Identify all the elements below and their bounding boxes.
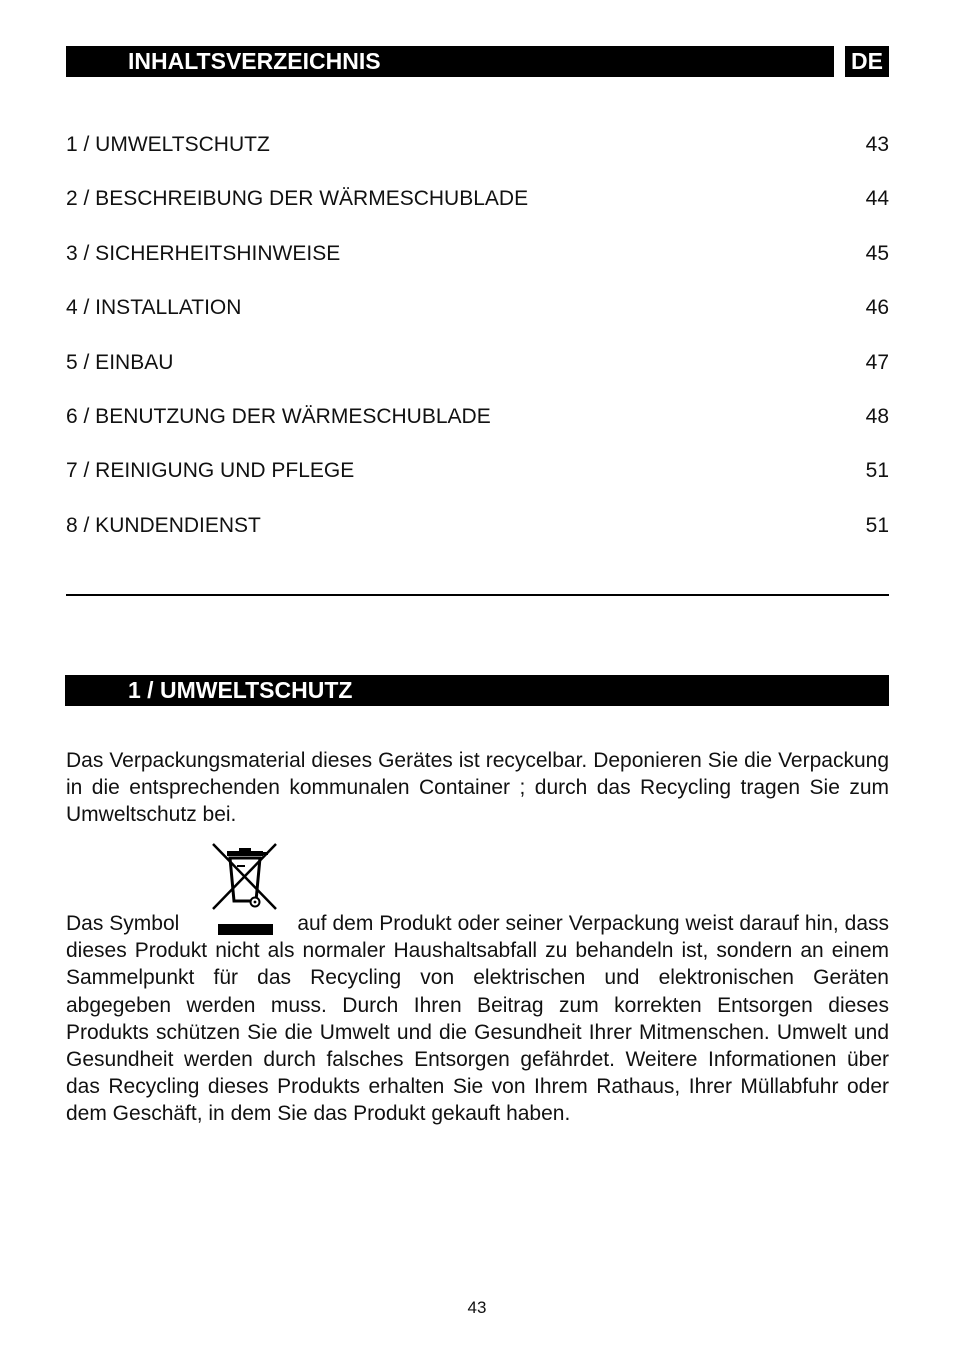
toc-entry[interactable]: [66, 182, 889, 236]
page-number: 43: [467, 1298, 487, 1317]
weee-paragraph: [66, 910, 889, 1128]
toc-entry-label: 7 / REINIGUNG UND PFLEGE: [66, 459, 355, 483]
toc-entry-label: 5 / EINBAU: [66, 350, 174, 374]
language-badge: DE: [845, 46, 889, 77]
toc-entry[interactable]: [66, 237, 889, 291]
toc-entry[interactable]: [66, 509, 889, 563]
toc-entry-page: 47: [865, 350, 889, 374]
toc-entry-page: 44: [865, 187, 889, 211]
toc-entry-page: 51: [865, 459, 889, 483]
toc-entry-page: 46: [865, 296, 889, 320]
toc-entry-label: 3 / SICHERHEITSHINWEISE: [66, 241, 341, 265]
toc-entry[interactable]: [66, 400, 889, 454]
toc-entry[interactable]: [66, 346, 889, 400]
section-title: 1 / UMWELTSCHUTZ: [128, 677, 353, 703]
toc-entry-page: 45: [865, 241, 889, 265]
toc-entry-page: 43: [865, 133, 889, 156]
toc-entry-label: 8 / KUNDENDIENST: [66, 513, 261, 537]
weee-paragraph-rest: auf dem Produkt oder seiner Verpackung weist darauf hin, dass dieses Produkt nicht als normaler Haushaltsabfall zu behandeln ist, sondern an einem Sammelpunkt für das Recycling von elektrischen und elektronischen Geräten abgegeben werden muss. Durch Ihren Beitrag zum korrekten Entsorgen dieses Produkts schützen Sie die Umwelt und die Gesundheit Ihrer Mitmenschen. Umwelt und Gesundheit werden durch falsches Entsorgen gefährdet. Weitere Informationen über das Recycling dieses Produkts erhalten Sie von Ihrem Rathaus, Ihrer Müllabfuhr oder dem Geschäft, in dem Sie das Produkt gekauft haben.: [66, 912, 890, 1126]
toc-entry-label: 4 / INSTALLATION: [66, 296, 242, 320]
toc-entry[interactable]: [66, 128, 889, 182]
toc-entry-page: 48: [865, 404, 889, 428]
toc-entry-label: 2 / BESCHREIBUNG DER WÄRMESCHUBLADE: [66, 187, 529, 211]
toc-entry-page: 51: [865, 513, 889, 537]
toc-header-bar: [66, 46, 834, 77]
packaging-paragraph: Das Verpackungsmaterial dieses Gerätes ist recycelbar. Deponieren Sie die Verpackung in die entsprechenden kommunalen Container ; durch das Recycling tragen Sie zum Umweltschutz bei.: [66, 749, 889, 827]
divider-line: [66, 594, 889, 596]
weee-paragraph-prefix: Das Symbol: [66, 912, 180, 935]
toc-entry[interactable]: [66, 291, 889, 345]
toc-entry-label: 6 / BENUTZUNG DER WÄRMESCHUBLADE: [66, 404, 491, 428]
section-header-bar: [65, 675, 889, 706]
toc-title: INHALTSVERZEICHNIS: [128, 48, 381, 74]
toc-entry-label: 1 / UMWELTSCHUTZ: [66, 133, 270, 156]
table-of-contents: [66, 128, 889, 563]
toc-entry[interactable]: [66, 454, 889, 508]
